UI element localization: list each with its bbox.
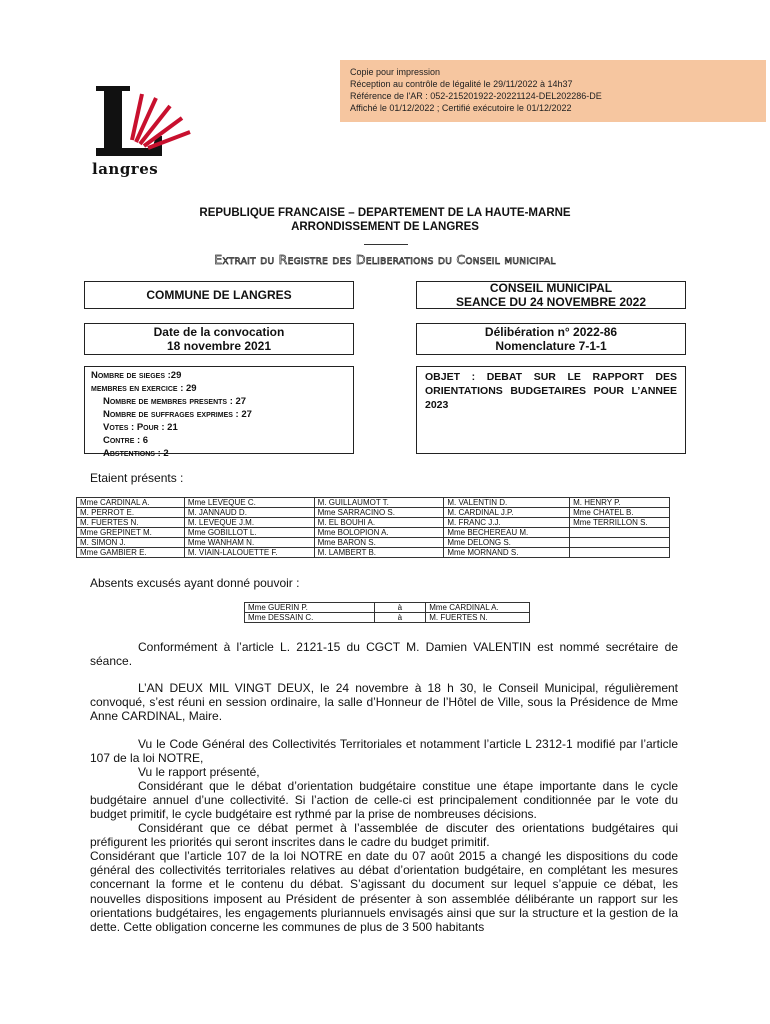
absent-cell: Mme GUERIN P. — [245, 603, 375, 613]
objet-text: OBJET : DEBAT SUR LE RAPPORT DES ORIENTATIONS BUDGETAIRES POUR L’ANNEE 2023 — [425, 371, 677, 411]
member-cell — [570, 548, 670, 558]
nomenclature: Nomenclature 7-1-1 — [495, 339, 607, 353]
member-cell — [570, 538, 670, 548]
commune-box — [84, 281, 354, 309]
absent-cell: Mme DESSAIN C. — [245, 613, 375, 623]
table-row — [77, 538, 670, 548]
membres-exercice: membres en exercice : 29 — [91, 383, 197, 394]
member-cell: Mme WANHAM N. — [184, 538, 314, 548]
commune-label: COMMUNE DE LANGRES — [146, 288, 292, 302]
member-cell: M. LAMBERT B. — [314, 548, 444, 558]
stamp-line: Copie pour impression — [350, 67, 441, 77]
member-cell: Mme CARDINAL A. — [77, 498, 185, 508]
absents-label: Absents excusés ayant donné pouvoir : — [90, 576, 300, 590]
nombre-sieges: Nombre de sieges :29 — [91, 370, 182, 381]
stamp-line: Référence de l'AR : 052-215201922-20221124-DEL202286-DE — [350, 91, 602, 101]
convocation-box — [84, 323, 354, 355]
paragraph-considerant-1: Considérant que le débat d’orientation budgétaire constitue une étape importante dans le cycle budgétaire annuel d’une collectivité. Si l’action de celle-ci est principalement conditionnée par le vote du budget primitif, le cycle budgétaire est rythmé par la prise de nombreuses décisions. — [90, 779, 678, 822]
table-row — [245, 613, 530, 623]
members-table — [76, 497, 670, 558]
absents-table — [244, 602, 530, 623]
deliberation-box — [416, 323, 686, 355]
votes-contre: Contre : 6 — [103, 435, 149, 446]
proxy-arrow-text: à — [374, 613, 426, 623]
header-divider — [364, 244, 408, 245]
member-cell: Mme TERRILLON S. — [570, 518, 670, 528]
table-row — [77, 518, 670, 528]
member-cell: M. HENRY P. — [570, 498, 670, 508]
table-row — [245, 603, 530, 613]
table-row — [77, 548, 670, 558]
absent-cell: M. FUERTES N. — [426, 613, 530, 623]
suffrages-exprimes: Nombre de suffrages exprimes : 27 — [103, 409, 252, 420]
conseil-box — [416, 281, 686, 309]
member-cell: Mme GOBILLOT L. — [184, 528, 314, 538]
paragraph-considerant-3: Considérant que l’article 107 de la loi NOTRE en date du 07 août 2015 a changé les dispositions du code général des collectivités territoriales relatives au débat d’orientation budgétaire, en complétant les mesures concernant la forme et le contenu du débat. S’agissant du document sur lequel s’appuie ce débat, les nouvelles dispositions imposent au Président de présenter à son assemblée délibérante un rapport sur les orientations budgétaires, les engagements pluriannuels envisagés ainsi que sur la structure et la gestion de la dette. Cette obligation concerne les communes de plus de 3 500 habitants — [90, 849, 678, 935]
extrait-title: Extrait du Registre des Deliberations du Conseil municipal — [214, 252, 556, 267]
member-cell — [570, 528, 670, 538]
stamp-line: Affiché le 01/12/2022 ; Certifié exécutoire le 01/12/2022 — [350, 103, 572, 113]
logo-wordmark: langres — [92, 160, 159, 178]
member-cell: M. JANNAUD D. — [184, 508, 314, 518]
membres-presents: Nombre de membres presents : 27 — [103, 396, 247, 407]
deliberation-number: Délibération n° 2022-86 — [484, 325, 618, 339]
member-cell: M. CARDINAL J.P. — [444, 508, 570, 518]
member-cell: Mme BOLOPION A. — [314, 528, 444, 538]
member-cell: Mme BARON S. — [314, 538, 444, 548]
proxy-arrow-text: à — [374, 603, 426, 613]
absent-cell: Mme CARDINAL A. — [426, 603, 530, 613]
member-cell: M. LEVEQUE J.M. — [184, 518, 314, 528]
seance-date: SEANCE DU 24 NOVEMBRE 2022 — [455, 295, 647, 309]
member-cell: M. VALENTIN D. — [444, 498, 570, 508]
member-cell: Mme GREPINET M. — [77, 528, 185, 538]
member-cell: Mme CHATEL B. — [570, 508, 670, 518]
paragraph-vu-rapport: Vu le rapport présenté, — [138, 765, 260, 779]
stamp-line: Réception au contrôle de légalité le 29/11/2022 à 14h37 — [350, 79, 573, 89]
table-row — [77, 498, 670, 508]
member-cell: M. FUERTES N. — [77, 518, 185, 528]
member-cell: M. GUILLAUMOT T. — [314, 498, 444, 508]
abstentions: Abstentions : 2 — [103, 448, 169, 459]
member-cell: Mme DELONG S. — [444, 538, 570, 548]
paragraph-considerant-2: Considérant que ce débat permet à l’assemblée de discuter des orientations budgétaires qui préfigurent les priorités qui seront inscrites dans le cadre du budget primitif. — [90, 821, 678, 850]
header-line-2: ARRONDISSEMENT DE LANGRES — [291, 221, 479, 233]
member-cell: M. VIAIN-LALOUETTE F. — [184, 548, 314, 558]
member-cell: Mme MORNAND S. — [444, 548, 570, 558]
presents-label: Etaient présents : — [90, 471, 184, 485]
header-line-1: REPUBLIQUE FRANCAISE – DEPARTEMENT DE LA HAUTE-MARNE — [199, 207, 571, 219]
convocation-date: 18 novembre 2021 — [166, 339, 272, 353]
conseil-title: CONSEIL MUNICIPAL — [489, 281, 613, 295]
member-cell: M. PERROT E. — [77, 508, 185, 518]
member-cell: Mme GAMBIER E. — [77, 548, 185, 558]
votes-pour: Votes : Pour : 21 — [103, 422, 178, 433]
paragraph-vu-code: Vu le Code Général des Collectivités Territoriales et notamment l’article L 2312-1 modifié par l’article 107 de la loi NOTRE, — [90, 737, 678, 766]
member-cell: M. SIMON J. — [77, 538, 185, 548]
member-cell: Mme SARRACINO S. — [314, 508, 444, 518]
member-cell: Mme BECHEREAU M. — [444, 528, 570, 538]
paragraph-secretaire: Conformément à l’article L. 2121-15 du CGCT M. Damien VALENTIN est nommé secrétaire de séance. — [90, 640, 678, 669]
member-cell: Mme LEVEQUE C. — [184, 498, 314, 508]
member-cell: M. EL BOUHI A. — [314, 518, 444, 528]
legality-stamp — [340, 60, 766, 122]
member-cell: M. FRANC J.J. — [444, 518, 570, 528]
table-row — [77, 508, 670, 518]
seats-box — [84, 366, 354, 459]
convocation-label: Date de la convocation — [153, 325, 285, 339]
table-row — [77, 528, 670, 538]
paragraph-seance: L’AN DEUX MIL VINGT DEUX, le 24 novembre à 18 h 30, le Conseil Municipal, régulièrement convoqué, s’est réuni en session ordinaire, la salle d’Honneur de l’Hôtel de Ville, sous la Présidence de Mme Anne CARDINAL, Maire. — [90, 681, 678, 724]
objet-box — [416, 366, 686, 454]
